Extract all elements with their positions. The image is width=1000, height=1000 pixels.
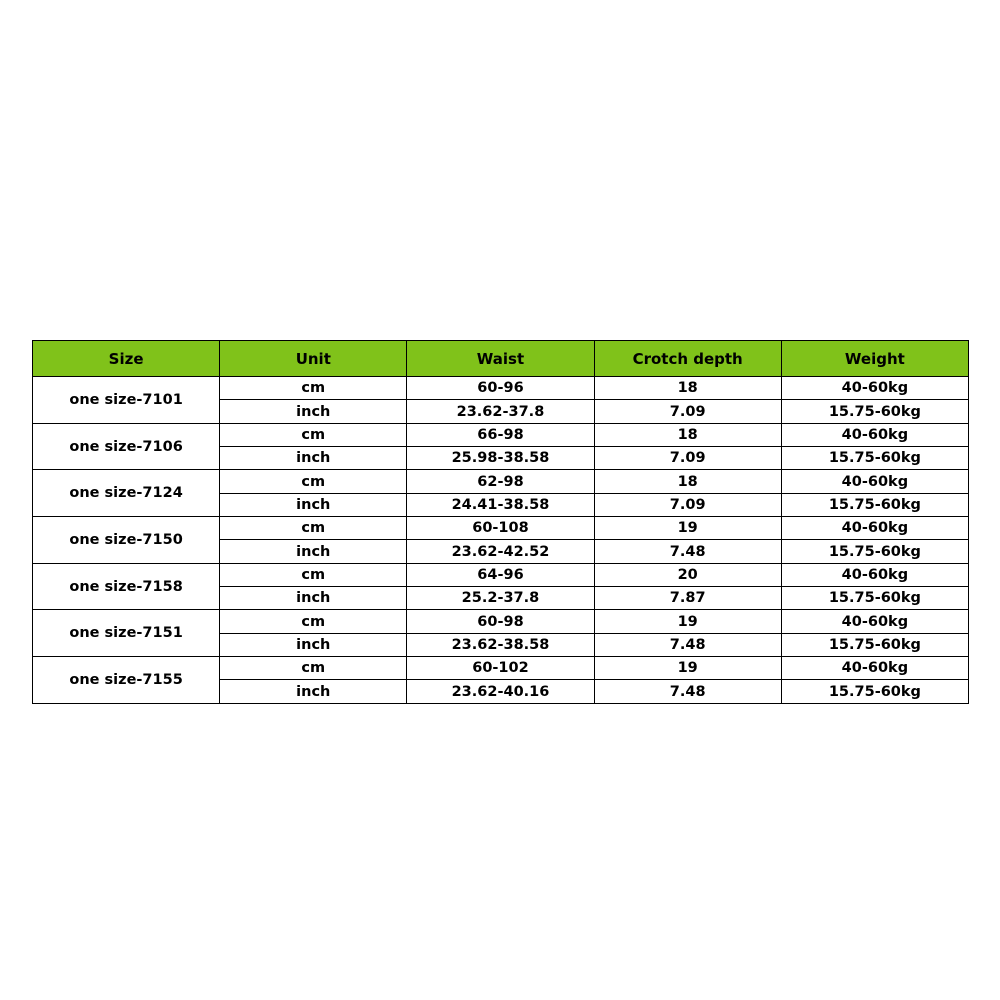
waist-cell: 60-98 (407, 610, 594, 633)
weight-cell: 40-60kg (781, 377, 968, 400)
crotch-depth-cell: 7.48 (594, 680, 781, 704)
weight-cell: 40-60kg (781, 517, 968, 540)
unit-cell: cm (220, 377, 407, 400)
waist-cell: 23.62-40.16 (407, 680, 594, 704)
header-waist: Waist (407, 341, 594, 377)
unit-cell: inch (220, 447, 407, 470)
weight-cell: 40-60kg (781, 423, 968, 446)
waist-cell: 25.98-38.58 (407, 447, 594, 470)
table-row-cm (33, 517, 969, 540)
header-row (33, 341, 969, 377)
crotch-depth-cell: 19 (594, 657, 781, 680)
waist-cell: 25.2-37.8 (407, 587, 594, 610)
crotch-depth-cell: 7.09 (594, 400, 781, 423)
unit-cell: inch (220, 680, 407, 704)
waist-cell: 23.62-42.52 (407, 540, 594, 563)
waist-cell: 60-102 (407, 657, 594, 680)
size-cell: one size-7155 (33, 657, 220, 704)
unit-cell: cm (220, 657, 407, 680)
table-header (33, 341, 969, 377)
waist-cell: 64-96 (407, 563, 594, 586)
weight-cell: 15.75-60kg (781, 493, 968, 516)
unit-cell: inch (220, 400, 407, 423)
crotch-depth-cell: 7.87 (594, 587, 781, 610)
unit-cell: inch (220, 540, 407, 563)
waist-cell: 60-108 (407, 517, 594, 540)
unit-cell: cm (220, 610, 407, 633)
unit-cell: cm (220, 563, 407, 586)
table-row-cm (33, 470, 969, 493)
crotch-depth-cell: 18 (594, 470, 781, 493)
waist-cell: 23.62-37.8 (407, 400, 594, 423)
waist-cell: 66-98 (407, 423, 594, 446)
weight-cell: 15.75-60kg (781, 540, 968, 563)
table-body (33, 377, 969, 704)
weight-cell: 40-60kg (781, 657, 968, 680)
header-weight: Weight (781, 341, 968, 377)
header-crotch-depth: Crotch depth (594, 341, 781, 377)
unit-cell: inch (220, 587, 407, 610)
weight-cell: 15.75-60kg (781, 400, 968, 423)
size-cell: one size-7151 (33, 610, 220, 657)
crotch-depth-cell: 20 (594, 563, 781, 586)
weight-cell: 15.75-60kg (781, 680, 968, 704)
weight-cell: 15.75-60kg (781, 447, 968, 470)
table-row-cm (33, 610, 969, 633)
table-row-cm (33, 423, 969, 446)
weight-cell: 40-60kg (781, 563, 968, 586)
table-row-cm (33, 657, 969, 680)
weight-cell: 40-60kg (781, 470, 968, 493)
unit-cell: cm (220, 470, 407, 493)
size-cell: one size-7101 (33, 377, 220, 424)
table-row-cm (33, 563, 969, 586)
crotch-depth-cell: 7.09 (594, 493, 781, 516)
size-chart-table (32, 340, 969, 704)
crotch-depth-cell: 19 (594, 610, 781, 633)
waist-cell: 60-96 (407, 377, 594, 400)
weight-cell: 15.75-60kg (781, 633, 968, 656)
header-size: Size (33, 341, 220, 377)
unit-cell: inch (220, 633, 407, 656)
crotch-depth-cell: 18 (594, 423, 781, 446)
weight-cell: 15.75-60kg (781, 587, 968, 610)
unit-cell: inch (220, 493, 407, 516)
table-row-cm (33, 377, 969, 400)
crotch-depth-cell: 7.48 (594, 540, 781, 563)
crotch-depth-cell: 19 (594, 517, 781, 540)
unit-cell: cm (220, 517, 407, 540)
header-unit: Unit (220, 341, 407, 377)
waist-cell: 23.62-38.58 (407, 633, 594, 656)
waist-cell: 24.41-38.58 (407, 493, 594, 516)
crotch-depth-cell: 7.48 (594, 633, 781, 656)
waist-cell: 62-98 (407, 470, 594, 493)
size-cell: one size-7158 (33, 563, 220, 610)
unit-cell: cm (220, 423, 407, 446)
weight-cell: 40-60kg (781, 610, 968, 633)
size-cell: one size-7150 (33, 517, 220, 564)
size-cell: one size-7124 (33, 470, 220, 517)
crotch-depth-cell: 18 (594, 377, 781, 400)
size-cell: one size-7106 (33, 423, 220, 470)
crotch-depth-cell: 7.09 (594, 447, 781, 470)
